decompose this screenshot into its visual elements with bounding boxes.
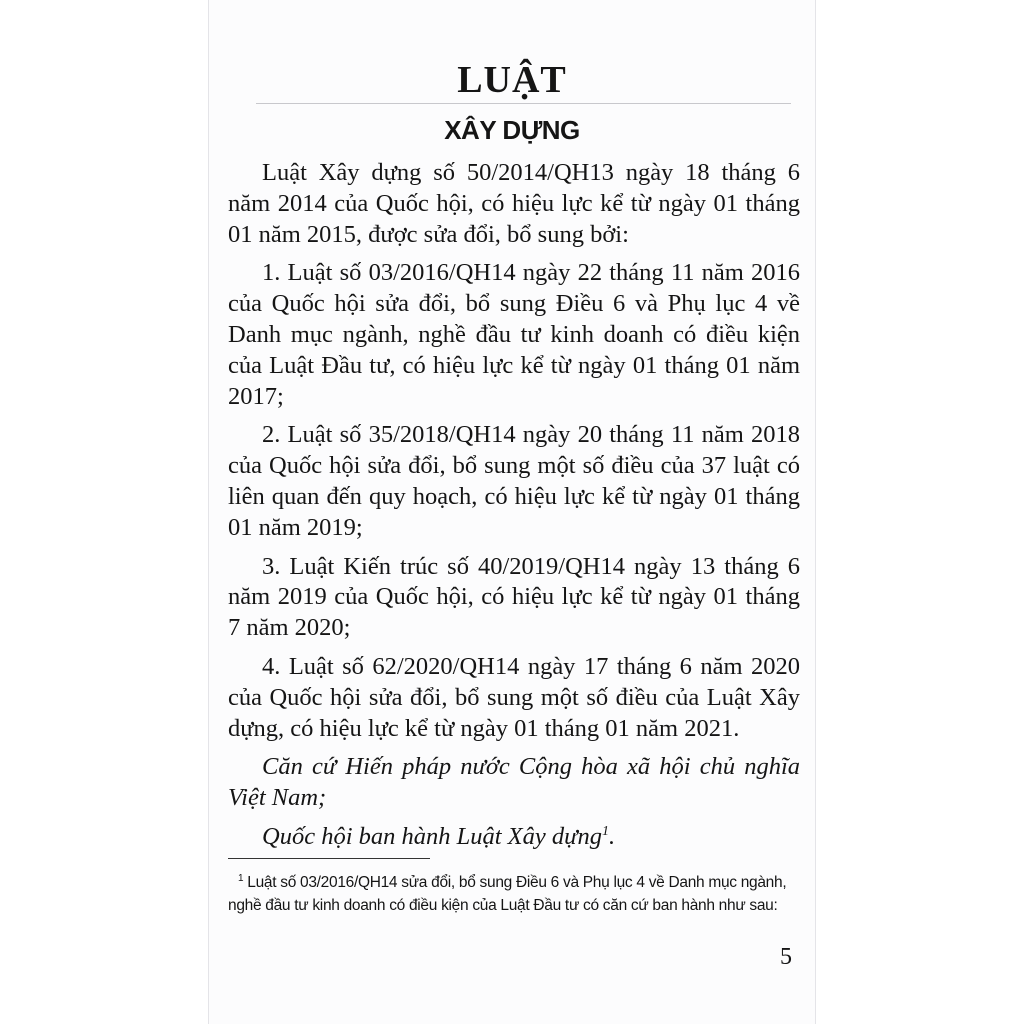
footnote-text: Luật số 03/2016/QH14 sửa đổi, bổ sung Điều 6 và Phụ lục 4 về Danh mục ngành, nghề đầu tư kinh doanh có điều kiện của Luật Đầu tư có căn cứ ban hành như sau: [228,874,787,914]
enactment-text: Quốc hội ban hành Luật Xây dựng [262,822,603,850]
footnote-reference: 1 [602,823,610,839]
header-divider [256,103,791,104]
footnote-marker: 1 [238,872,244,884]
footnote-divider [228,858,430,859]
law-subtitle: XÂY DỰNG [444,115,580,145]
book-page [208,0,816,1024]
document-body [228,158,800,861]
amendment-item-3: 3. Luật Kiến trúc số 40/2019/QH14 ngày 13 tháng 6 năm 2019 của Quốc hội, có hiệu lực kể từ ngày 01 tháng 7 năm 2020; [228,552,800,642]
footnote [228,871,800,917]
intro-paragraph: Luật Xây dựng số 50/2014/QH13 ngày 18 tháng 6 năm 2014 của Quốc hội, có hiệu lực kể từ ngày 01 tháng 01 năm 2015, được sửa đổi, bổ sung bởi: [228,159,800,248]
legal-basis: Căn cứ Hiến pháp nước Cộng hòa xã hội chủ nghĩa Việt Nam; [228,753,800,812]
amendment-item-1: 1. Luật số 03/2016/QH14 ngày 22 tháng 11 năm 2016 của Quốc hội sửa đổi, bổ sung Điều 6 và Phụ lục 4 về Danh mục ngành, nghề đầu tư kinh doanh có điều kiện của Luật Đầu tư, có hiệu lực kể từ ngày 01 tháng 01 năm 2017; [228,259,800,410]
amendment-item-4: 4. Luật số 62/2020/QH14 ngày 17 tháng 6 năm 2020 của Quốc hội sửa đổi, bổ sung một số điều của Luật Xây dựng, có hiệu lực kể từ ngày 01 tháng 01 năm 2021. [228,652,800,742]
amendment-item-2: 2. Luật số 35/2018/QH14 ngày 20 tháng 11 năm 2018 của Quốc hội sửa đổi, bổ sung một số điều của 37 luật có liên quan đến quy hoạch, có hiệu lực kể từ ngày 01 tháng 01 năm 2019; [228,421,800,541]
law-title: LUẬT [457,59,567,101]
page-number: 5 [780,944,792,970]
enactment-line: Quốc hội ban hành Luật Xây dựng$^1$. [262,822,616,850]
